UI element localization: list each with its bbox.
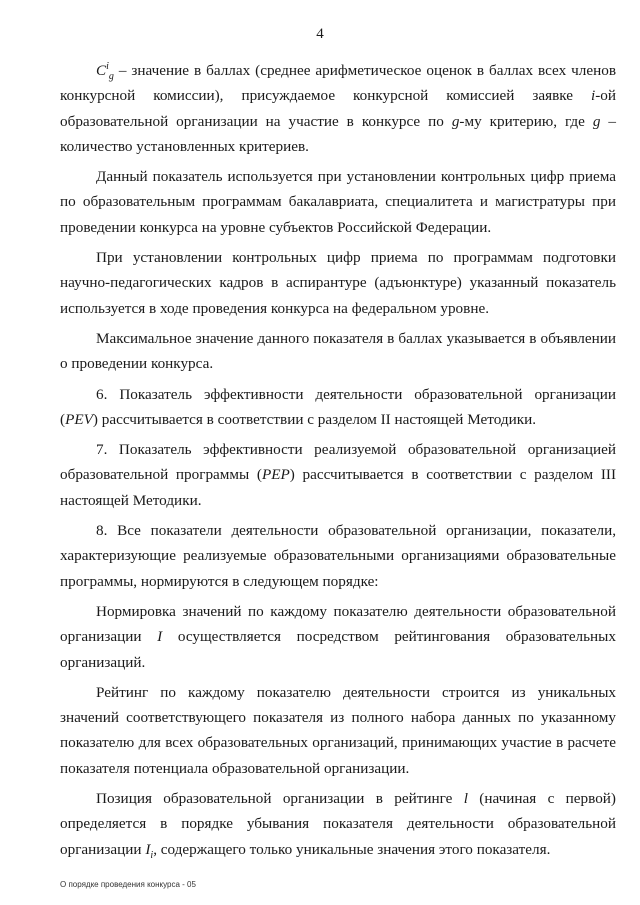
- formula-variable: C: [96, 62, 107, 79]
- paragraph-criterion-value: $C^i_g$ – значение в баллах (среднее арифметическое оценок в баллах всех членов конкурсной комиссии), присуждаемое конкурсной комиссией заявке i-ой образовательной организации на участие в конкурсе по g-му критерию, где g – количество установленных критериев.: [60, 60, 617, 155]
- formula-subscript: g: [108, 71, 114, 83]
- page-number: 4: [316, 26, 324, 42]
- paragraph-postgraduate: При установлении контрольных цифр приема по программам подготовки научно-педагогических кадров в аспирантуре (адъюнктуре) указанный показатель используется в ходе проведения конкурса на федеральном уровне.: [60, 249, 616, 317]
- paragraph-item-7: 7. Показатель эффективности реализуемой образовательной организацией образовательной программы (PEP) рассчитывается в соответствии с разделом III настоящей Методики.: [60, 441, 616, 509]
- paragraph-indicator-usage: Данный показатель используется при установлении контрольных цифр приема по образовательным программам бакалавриата, специалитета и магистратуры при проведении конкурса на уровне субъектов Российской Федерации.: [60, 168, 616, 236]
- paragraph-rating-position: Позиция образовательной организации в рейтинге l (начиная с первой) определяется в порядке убывания показателя деятельности образовательной организации $I_i$, содержащего только уникальные значения этого показателя.: [60, 790, 616, 861]
- paragraph-normalization: Нормировка значений по каждому показателю деятельности образовательной организации I осуществляется посредством рейтингования образовательных организаций.: [60, 602, 616, 671]
- document-body: [60, 58, 616, 867]
- paragraph-rating: Рейтинг по каждому показателю деятельности строится из уникальных значений соответствующего показателя из полного набора данных по указанному показателю для всех образовательных организаций, принимающих участие в расчете показателя потенциала образовательной организации.: [60, 683, 616, 777]
- paragraph-item-6: 6. Показатель эффективности деятельности образовательной организации (PEV) рассчитывается в соответствии с разделом II настоящей Методики.: [60, 385, 616, 428]
- formula-superscript: i: [106, 60, 109, 72]
- paragraph-max-value: Максимальное значение данного показателя в баллах указывается в объявлении о проведении конкурса.: [60, 329, 616, 373]
- paragraph-item-8: 8. Все показатели деятельности образовательной организации, показатели, характеризующие реализуемые образовательными организациями образовательные программы, нормируются в следующем порядке:: [60, 522, 616, 590]
- page-footer: О порядке проведения конкурса - 05: [60, 880, 196, 889]
